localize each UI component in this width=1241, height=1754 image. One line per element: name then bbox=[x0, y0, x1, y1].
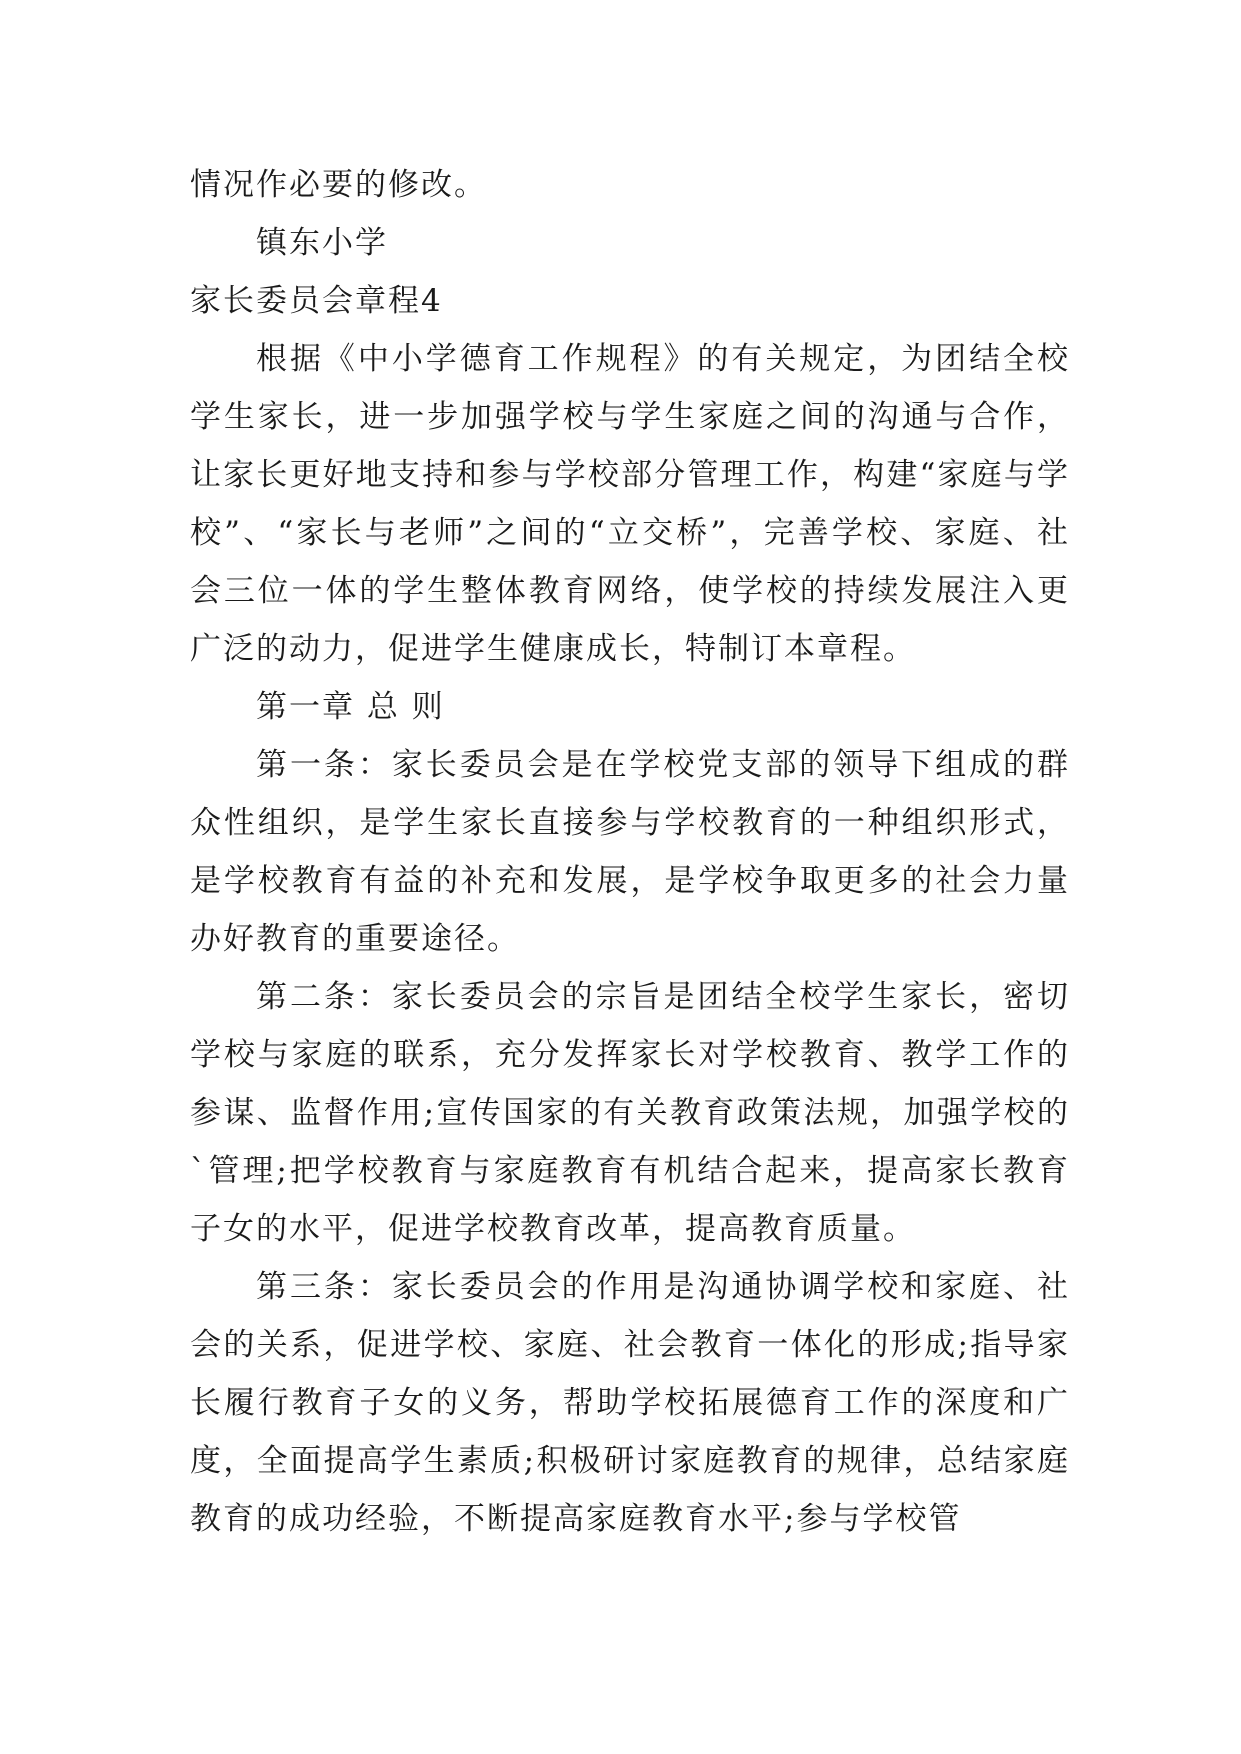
document-body bbox=[190, 156, 1070, 1548]
chapter-heading: 第一章 总 则 bbox=[256, 689, 445, 725]
article-3-paragraph: 第三条：家长委员会的作用是沟通协调学校和家庭、社会的关系，促进学校、家庭、社会教育一体化的形成;指导家长履行教育子女的义务，帮助学校拓展德育工作的深度和广度，全面提高学生素质;积极研讨家庭教育的规律，总结家庭教育的成功经验，不断提高家庭教育水平;参与学校管 bbox=[190, 1269, 1070, 1537]
preamble-paragraph: 根据《中小学德育工作规程》的有关规定，为团结全校学生家长，进一步加强学校与学生家庭之间的沟通与合作，让家长更好地支持和参与学校部分管理工作，构建“家庭与学校”、“家长与老师”之间的“立交桥”，完善学校、家庭、社会三位一体的学生整体教育网络，使学校的持续发展注入更广泛的动力，促进学生健康成长，特制订本章程。 bbox=[190, 341, 1070, 667]
article-1-paragraph: 第一条：家长委员会是在学校党支部的领导下组成的群众性组织，是学生家长直接参与学校教育的一种组织形式，是学校教育有益的补充和发展，是学校争取更多的社会力量办好教育的重要途径。 bbox=[190, 747, 1070, 957]
section-title: 家长委员会章程4 bbox=[190, 283, 443, 319]
paragraph-continuation: 情况作必要的修改。 bbox=[190, 167, 487, 203]
school-name: 镇东小学 bbox=[256, 225, 388, 261]
article-2-paragraph: 第二条：家长委员会的宗旨是团结全校学生家长，密切学校与家庭的联系，充分发挥家长对学校教育、教学工作的参谋、监督作用;宣传国家的有关教育政策法规，加强学校的`管理;把学校教育与家庭教育有机结合起来，提高家长教育子女的水平，促进学校教育改革，提高教育质量。 bbox=[190, 979, 1070, 1247]
